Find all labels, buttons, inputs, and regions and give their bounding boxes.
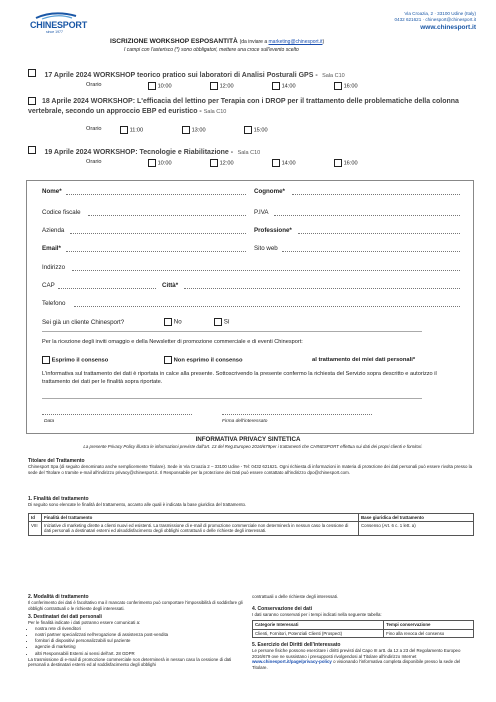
section-3-after: La trasmissione di e-mail di promozione commerciale non determinerà in nessun caso la cessione di dati personali a destinatari esterni ed al soddisfacimento degli obblighi <box>28 656 232 668</box>
logo-sub: since 1977 <box>46 30 63 34</box>
option-esprimo[interactable] <box>42 356 108 364</box>
input-indirizzo[interactable] <box>72 270 460 271</box>
slot-checkbox[interactable] <box>210 82 218 90</box>
section-5-tail: o visionando l'informativa completa disponibile presso la sede del Titolare. <box>252 659 461 670</box>
divider <box>42 331 422 332</box>
workshop-1-times <box>86 82 386 91</box>
si-label: Sì <box>223 318 230 326</box>
slot-1200[interactable] <box>210 159 234 167</box>
input-nome[interactable] <box>66 194 246 195</box>
workshop-2-title: 18 Aprile 2024 WORKSHOP: L'efficacia del lettino per Terapia con i DROP per il trattamento delle problematiche della colonna vertebrale, secondo un approccio EBP ed euristico - <box>28 98 459 115</box>
slot-time: 12:00 <box>219 83 234 90</box>
label-firma: Firma dell'interessato <box>222 419 268 424</box>
esprimo-checkbox[interactable] <box>42 356 50 364</box>
titolare-title: Titolare del Trattamento <box>28 458 85 464</box>
label-email: Email* <box>42 245 61 252</box>
label-sito-web: Sito web <box>254 245 278 252</box>
privacy-heading: INFORMATIVA PRIVACY SINTETICA <box>195 436 301 443</box>
table-header-id: Id <box>29 513 42 521</box>
input-citta[interactable] <box>184 288 460 289</box>
non-esprimo-label: Non esprimo il consenso <box>173 357 243 364</box>
privacy-left-column <box>28 594 246 668</box>
workshop-item-1 <box>28 64 478 82</box>
workshop-2-checkbox[interactable] <box>28 97 36 105</box>
input-telefono[interactable] <box>74 306 460 307</box>
option-non-esprimo[interactable] <box>164 356 243 364</box>
input-codice-fiscale[interactable] <box>88 215 246 216</box>
esprimo-label: Esprimo il consenso <box>51 357 109 364</box>
no-label: No <box>173 318 182 326</box>
no-checkbox[interactable] <box>164 318 172 326</box>
slot-time: 13:00 <box>191 127 206 134</box>
orario-label: Orario <box>86 159 102 165</box>
input-professione[interactable] <box>298 233 460 234</box>
slot-checkbox[interactable] <box>210 159 218 167</box>
section-5-title: 5. Esercizio dei Diritti dell'interessato <box>252 642 341 648</box>
workshop-1-room: Sala C10 <box>322 73 345 79</box>
finalita-table <box>28 513 474 536</box>
table-row <box>29 522 474 536</box>
label-data: Data <box>44 419 55 424</box>
slot-checkbox[interactable] <box>272 82 280 90</box>
section-4-title: 4. Conservazione dei dati <box>252 605 313 612</box>
slot-1400[interactable] <box>272 159 296 167</box>
slot-1400[interactable] <box>272 82 296 90</box>
input-sito-web[interactable] <box>282 251 460 252</box>
label-azienda: Azienda <box>42 227 65 234</box>
trattamento-label: al trattamento dei miei dati personali* <box>312 357 416 363</box>
section-2-text: Il conferimento dei dati è facoltativo ma il mancato conferimento può comportare l'impossibilità di soddisfare gli obblighi contrattuali o le richieste degli interessati. <box>28 600 243 611</box>
workshop-item-3 <box>28 141 478 159</box>
orario-label: Orario <box>86 126 102 132</box>
label-professione: Professione* <box>254 227 292 234</box>
workshop-3-title: 19 Aprile 2024 WORKSHOP: Tecnologie e Riabilitazione - <box>44 149 234 156</box>
slot-1000[interactable] <box>148 159 172 167</box>
slot-checkbox[interactable] <box>272 159 280 167</box>
slot-time: 11:00 <box>129 127 144 134</box>
section-3-text: Per le finalità indicate i dati potranno essere comunicati a: <box>28 620 141 626</box>
table-header-base: Base giuridica del trattamento <box>359 513 474 521</box>
table-cell-categorie: Clienti, Fornitori, Potenziali Clienti (Prospect) <box>253 629 384 637</box>
table-row <box>253 629 474 637</box>
privacy-intro: La presente Privacy Policy illustra le informazioni previste dall'art. 13 del Reg.Europeo 2016/679per i trattamenti che CHINESPORT effettua sui dati dei propri clienti e fornitori. <box>83 444 423 449</box>
list-item: • agenzie di marketing <box>35 644 246 650</box>
section-2-title: 2. Modalità di trattamento <box>28 594 89 600</box>
conservazione-table <box>252 620 474 638</box>
list-item: • fornitori di dispositivi personalizzabili sul paziente <box>35 638 246 644</box>
label-indirizzo: Indirizzo <box>42 264 66 271</box>
non-esprimo-checkbox[interactable] <box>164 356 172 364</box>
slot-1500[interactable] <box>244 126 268 134</box>
table-header-row <box>253 621 474 629</box>
form-title-row <box>110 38 324 46</box>
slot-1300[interactable] <box>182 126 206 134</box>
titolare-text: Chinesport Spa (di seguito denominato anche semplicemente Titolare). Sede in Via Croazia 2 – 33100 Udine - Tel: 0432 621621. Ogni richiesta di informazioni in materia di protezione dei dati personali può essere rivolta presso la sede del Titolare o tramite e-mail all'indirizzo privacy@chinesport.it. Il Responsabile per la protezione dei Dati può essere contattato all'indirizzo dpo@chinesport.com. <box>28 464 473 475</box>
si-checkbox[interactable] <box>214 318 222 326</box>
slot-1200[interactable] <box>210 82 234 90</box>
slot-checkbox[interactable] <box>120 126 128 134</box>
input-firma[interactable] <box>222 414 372 415</box>
slot-time: 14:00 <box>281 83 296 90</box>
table-cell-finalita: Iniziative di marketing dirette a clienti nuovi ed esistenti. La trasmissione di e-mail di promozione commerciale non determinerà in nessun caso la cessione di dati personali a destinatari esterni ed alsoddisfacimento degli obblighi contrattuali o delle richieste degli interessati. <box>42 522 359 536</box>
list-item: • nostra rete di rivenditori <box>35 626 246 632</box>
slot-checkbox[interactable] <box>244 126 252 134</box>
slot-time: 15:00 <box>253 127 268 134</box>
section-1-text: Di seguito sono elencate le finalità del trattamento, accanto alle quali è indicata la base giuridica del trattamento. <box>28 502 247 507</box>
slot-checkbox[interactable] <box>148 159 156 167</box>
logo-text: CHINESPORT <box>30 20 88 30</box>
table-header-row <box>29 513 474 521</box>
slot-1600[interactable] <box>334 159 358 167</box>
company-logo <box>24 10 102 36</box>
workshop-3-checkbox[interactable] <box>28 146 36 154</box>
slot-checkbox[interactable] <box>148 82 156 90</box>
input-cognome[interactable] <box>292 194 460 195</box>
company-website[interactable]: www.chinesport.it <box>420 24 476 31</box>
slot-time: 10:00 <box>157 160 172 167</box>
slot-checkbox[interactable] <box>182 126 190 134</box>
slot-checkbox[interactable] <box>334 159 342 167</box>
table-header-categorie: Categorie Interessati <box>253 621 384 629</box>
workshop-2-times <box>86 126 386 135</box>
form-send-suffix: ) <box>322 39 325 45</box>
workshop-item-2 <box>28 97 484 117</box>
label-telefono: Telefono <box>42 300 66 307</box>
section-3-title: 3. Destinatari dei dati personali <box>28 614 102 621</box>
newsletter-text: Per la ricezione degli inviti omaggio e della Newsletter di promozione commerciale e di eventi Chinesport: <box>42 339 303 345</box>
registration-fields <box>42 188 462 428</box>
slot-1600[interactable] <box>334 82 358 90</box>
orario-label: Orario <box>86 82 102 88</box>
table-cell-tempi: Fino alla revoca del consenso <box>384 629 474 637</box>
table-header-finalita: Finalità del trattamento <box>42 513 359 521</box>
input-email[interactable] <box>66 251 246 252</box>
workshop-2-room: Sala C10 <box>203 109 227 115</box>
label-citta: Città* <box>162 282 179 289</box>
workshop-1-title: 17 Aprile 2024 WORKSHOP teorico pratico sui laboratori di Analisi Posturali GPS - <box>44 72 318 79</box>
input-azienda[interactable] <box>70 233 246 234</box>
label-codice-fiscale: Codice fiscale <box>42 209 81 216</box>
table-cell-id: VIII <box>29 522 42 536</box>
privacy-policy-link[interactable]: www.chinesport.it/page/privacy-policy <box>252 659 332 665</box>
label-cap: CAP <box>42 282 55 289</box>
privacy-right-column <box>252 594 474 670</box>
slot-checkbox[interactable] <box>334 82 342 90</box>
table-header-tempi: Tempi conservazione <box>384 621 474 629</box>
divider <box>42 398 422 399</box>
input-piva[interactable] <box>274 215 460 216</box>
right-continuation: contrattuali o delle richieste degli interessati. <box>252 594 339 599</box>
slot-time: 16:00 <box>343 160 358 167</box>
company-phone-email: 0432 621621 · chinesport@chinesport.it <box>394 17 476 22</box>
input-data[interactable] <box>42 414 192 415</box>
list-item: • altri Responsabili Esterni ai sensi dell'art. 28 GDPR <box>35 651 246 657</box>
form-send-prefix: (da inviare a <box>239 39 269 45</box>
label-cognome: Cognome* <box>254 188 285 195</box>
slot-time: 10:00 <box>157 83 172 90</box>
section-5-body <box>252 648 474 670</box>
workshop-3-times <box>86 159 386 168</box>
list-item: • nostri partner specializzati nell'erogazione di assistenza post-vendita <box>35 632 246 638</box>
section-1 <box>28 496 474 536</box>
header-contacts <box>394 11 476 31</box>
recipients-list <box>28 626 246 657</box>
option-no[interactable] <box>164 318 182 326</box>
section-5-text: Le persone fisiche possono esercitare i diritti previsti dal Capo III artt. da 12 a 23 del Regolamento Europeo 2016/679 ove ne sussistano i presupposti rivolgendosi al Titolare all'indirizzo Internet <box>252 648 461 659</box>
slot-time: 16:00 <box>343 83 358 90</box>
slot-1000[interactable] <box>148 82 172 90</box>
label-piva: P.IVA <box>254 209 269 216</box>
form-subtitle: I campi con l'asterisco (*) sono obbligatori, mettere una croce sull'evento scelto <box>124 47 299 53</box>
label-nome: Nome* <box>42 188 62 195</box>
slot-time: 14:00 <box>281 160 296 167</box>
titolare-block <box>28 458 474 475</box>
input-cap[interactable] <box>58 288 156 289</box>
slot-1100[interactable] <box>120 126 143 134</box>
section-4-text: I dati saranno conservati per i tempi indicati nella seguente tabella: <box>252 611 382 617</box>
form-title: ISCRIZIONE WORKSHOP ESPOSANTITÀ <box>110 38 238 45</box>
section-1-title: 1. Finalità del trattamento <box>28 496 89 502</box>
option-si[interactable] <box>214 318 230 326</box>
label-gia-cliente: Sei già un cliente Chinesport? <box>42 319 125 326</box>
workshop-1-checkbox[interactable] <box>28 69 36 77</box>
slot-time: 12:00 <box>219 160 234 167</box>
company-address: Via Croazia, 2 · 33100 Udine (Italy) <box>404 11 476 16</box>
workshop-3-room: Sala C10 <box>237 150 261 156</box>
form-email-link[interactable]: marketing@chinesport.it <box>268 39 323 45</box>
table-cell-base: Consenso (Art. 6 c. 1 lett. a) <box>359 522 474 536</box>
informativa-note: L'informativa sul trattamento dei dati è riportata in calce alla presente. Sottoscrivendo la presente confermo la richiesta del Servizio sopra descritto e autorizzo il trattamento dei dati per le finalità sopra riportate. <box>42 371 437 385</box>
